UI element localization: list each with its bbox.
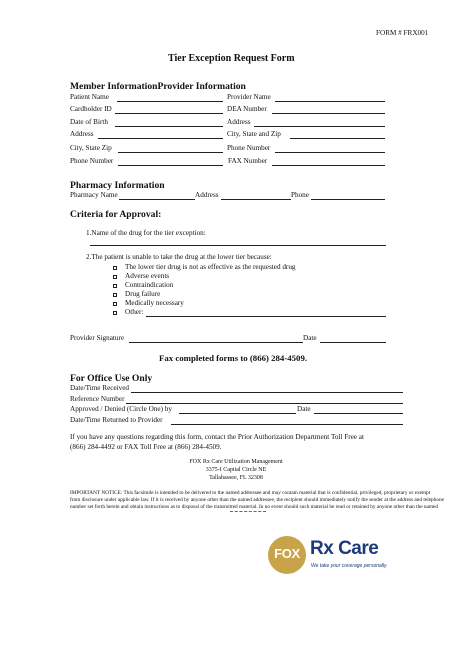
date-time-received-label: Date/Time Received — [70, 384, 130, 392]
dea-number-label: DEA Number — [227, 105, 267, 113]
provider-city-state-zip-field[interactable] — [290, 138, 385, 139]
member-city-state-zip-label: City, State Zip — [70, 144, 112, 152]
provider-fax-field[interactable] — [272, 165, 385, 166]
member-phone-label: Phone Number — [70, 157, 114, 165]
reason-checkbox-contraindication[interactable] — [113, 284, 117, 288]
date-time-returned-label: Date/Time Returned to Provider — [70, 416, 163, 424]
provider-name-field[interactable] — [275, 101, 385, 102]
logo-tagline: We take your coverage personally. — [311, 563, 388, 569]
fox-logo-badge-text: FOX — [274, 546, 300, 561]
provider-signature-field[interactable] — [129, 342, 303, 343]
signature-date-label: Date — [303, 334, 317, 342]
reason-checkbox-medically-necessary[interactable] — [113, 302, 117, 306]
reference-number-field[interactable] — [126, 403, 403, 404]
provider-city-state-zip-label: City, State and Zip — [227, 130, 281, 138]
date-time-returned-field[interactable] — [171, 424, 403, 425]
reason-checkbox-other[interactable] — [113, 311, 117, 315]
pharmacy-phone-label: Phone — [291, 191, 309, 199]
date-time-received-field[interactable] — [131, 392, 403, 393]
form-number: FORM # FRX001 — [376, 29, 429, 37]
criteria-item-2: 2.The patient is unable to take the drug at the lower tier because: — [86, 253, 272, 261]
pharmacy-name-field[interactable] — [119, 199, 195, 200]
reference-number-label: Reference Number — [70, 395, 125, 403]
provider-phone-label: Phone Number — [227, 144, 271, 152]
provider-fax-label: FAX Number — [228, 157, 268, 165]
contact-line-2: (866) 284-4492 or FAX Toll Free at (866) 284-4509. — [70, 443, 222, 451]
approved-denied-field[interactable] — [179, 413, 296, 414]
reason-checkbox-adverse-events[interactable] — [113, 275, 117, 279]
reason-contraindication: Contraindication — [125, 281, 174, 289]
cardholder-id-field[interactable] — [115, 113, 223, 114]
address-line-2: 3375-I Capital Circle NE — [205, 467, 267, 473]
reason-checkbox-drug-failure[interactable] — [113, 293, 117, 297]
fox-logo-badge — [268, 536, 306, 574]
provider-signature-label: Provider Signature — [70, 334, 125, 342]
rx-care-logo-text: Rx Care — [310, 538, 379, 559]
criteria-heading: Criteria for Approval: — [70, 209, 162, 220]
pharmacy-phone-field[interactable] — [311, 199, 385, 200]
notice-line-2: from disclosure under applicable law. If it is received by anyone other than the named addressee, the recipient should immediately notify the sender at the address and telephone — [70, 497, 444, 503]
form-title: Tier Exception Request Form — [168, 53, 295, 64]
reason-medically-necessary: Medically necessary — [125, 299, 184, 307]
address-line-1: FOX Rx Care Utilization Management — [189, 459, 283, 465]
pharmacy-address-field[interactable] — [221, 199, 291, 200]
notice-line-3: number set forth herein and obtain instructions as to disposal of the transmitted material. In no event should such material be read or retained by anyone other than the named — [70, 504, 439, 510]
contact-line-1: If you have any questions regarding this form, contact the Prior Authorization Department Toll Free at — [70, 433, 364, 441]
signature-date-field[interactable] — [320, 342, 386, 343]
pharmacy-heading: Pharmacy Information — [70, 180, 165, 191]
provider-name-label: Provider Name — [227, 93, 271, 101]
reason-checkbox-less-effective[interactable] — [113, 266, 117, 270]
provider-address-field[interactable] — [254, 126, 385, 127]
approved-date-field[interactable] — [314, 413, 403, 414]
criteria-item-1: 1.Name of the drug for the tier exception: — [86, 229, 206, 237]
member-address-field[interactable] — [98, 138, 223, 139]
reason-other: Other: — [125, 308, 144, 316]
patient-name-field[interactable] — [117, 101, 223, 102]
address-line-3: Tallahassee, FL 32308 — [209, 475, 263, 481]
patient-name-label: Patient Name — [70, 93, 109, 101]
reason-adverse-events: Adverse events — [125, 272, 170, 280]
reason-less-effective: The lower tier drug is not as effective as the requested drug — [125, 263, 296, 271]
date-of-birth-label: Date of Birth — [70, 118, 108, 126]
notice-line-1: IMPORTANT NOTICE: This facsimile is intended to be delivered to the named addressee and may contain material that is confidential, privileged, proprietary or exempt — [70, 490, 431, 496]
pharmacy-address-label: Address — [195, 191, 219, 199]
other-reason-field[interactable] — [146, 316, 386, 317]
date-of-birth-field[interactable] — [115, 126, 223, 127]
provider-phone-field[interactable] — [275, 152, 385, 153]
cardholder-id-label: Cardholder ID — [70, 105, 112, 113]
approved-denied-label: Approved / Denied (Circle One) by — [70, 405, 172, 413]
drug-name-field[interactable] — [90, 245, 386, 246]
notice-strike — [230, 511, 266, 512]
dea-number-field[interactable] — [272, 113, 385, 114]
provider-address-label: Address — [227, 118, 251, 126]
member-city-state-zip-field[interactable] — [118, 152, 223, 153]
pharmacy-name-label: Pharmacy Name — [70, 191, 118, 199]
fax-note: Fax completed forms to (866) 284-4509. — [159, 353, 308, 363]
reason-drug-failure: Drug failure — [125, 290, 161, 298]
approved-date-label: Date — [297, 405, 311, 413]
office-use-heading: For Office Use Only — [70, 373, 153, 384]
member-phone-field[interactable] — [118, 165, 223, 166]
member-provider-heading: Member InformationProvider Information — [70, 81, 246, 92]
member-address-label: Address — [70, 130, 94, 138]
